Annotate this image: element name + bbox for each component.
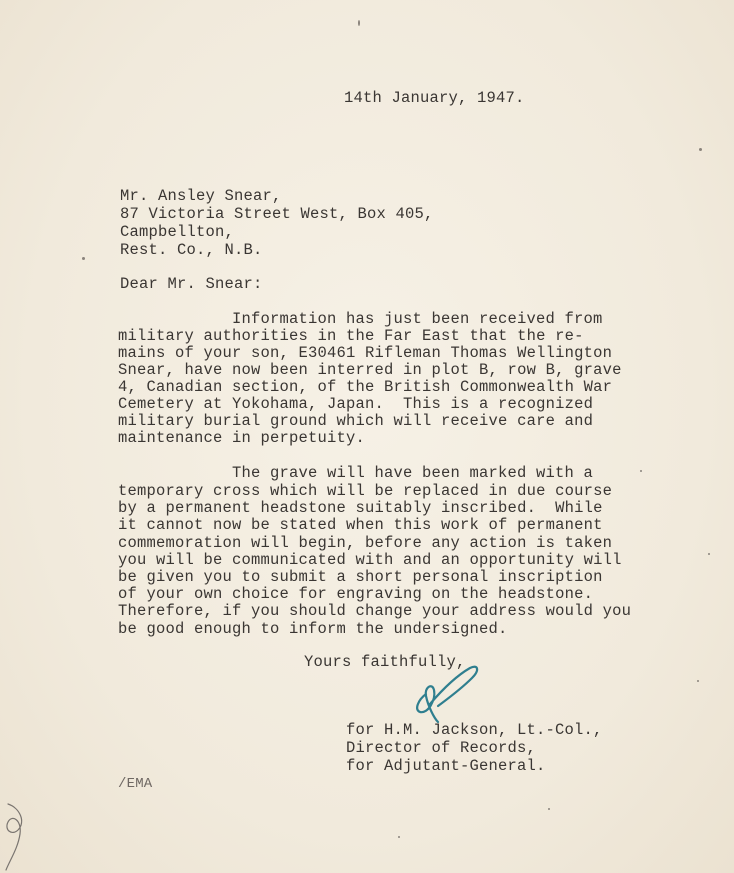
address-line: 87 Victoria Street West, Box 405, [120,205,434,223]
address-line: Rest. Co., N.B. [120,241,263,259]
paper-speck [640,470,642,472]
address-line: Campbellton, [120,223,235,241]
paragraph-line: military burial ground which will receive care and [118,412,594,430]
paper-speck [699,148,702,151]
paragraph-line: Therefore, if you should change your address would you [118,602,632,620]
paragraph-line: by a permanent headstone suitably inscribed. While [118,499,603,517]
address-line: Mr. Ansley Snear, [120,187,282,205]
paragraph-line: you will be communicated with and an opportunity will [118,551,622,569]
signature-line: Director of Records, [346,739,537,757]
paragraph-line: mains of your son, E30461 Rifleman Thomas Wellington [118,344,613,362]
paragraph-line: Snear, have now been interred in plot B, row B, grave [118,361,622,379]
closing: Yours faithfully, [304,653,466,671]
handwritten-signature [408,660,488,730]
letter-date: 14th January, 1947. [344,89,525,107]
paper-speck [697,680,699,682]
paragraph-line: The grave will have been marked with a [232,464,594,482]
salutation: Dear Mr. Snear: [120,275,263,293]
paragraph-line: of your own choice for engraving on the headstone. [118,585,594,603]
signature-stroke [417,667,477,722]
signature-line: for Adjutant-General. [346,757,546,775]
paper-speck [82,257,85,260]
paragraph-line: maintenance in perpetuity. [118,429,366,447]
paragraph-line: be good enough to inform the undersigned. [118,620,508,638]
paper-speck [358,20,360,26]
paragraph-line: commemoration will begin, before any action is taken [118,534,613,552]
paper-speck [548,808,550,810]
margin-mark-stroke [6,804,22,870]
paragraph-line: 4, Canadian section, of the British Commonwealth War [118,378,613,396]
margin-pencil-mark [0,800,30,873]
paragraph-line: be given you to submit a short personal inscription [118,568,603,586]
paper-speck [398,836,400,838]
paper-speck [708,553,710,555]
paragraph-line: Cemetery at Yokohama, Japan. This is a recognized [118,395,594,413]
paragraph-line: it cannot now be stated when this work of permanent [118,516,603,534]
paragraph-line: temporary cross which will be replaced in due course [118,482,613,500]
reference-initials: /EMA [118,776,153,792]
paragraph-line: military authorities in the Far East that the re- [118,327,584,345]
signature-line: for H.M. Jackson, Lt.-Col., [346,721,603,739]
paragraph-line: Information has just been received from [232,310,603,328]
